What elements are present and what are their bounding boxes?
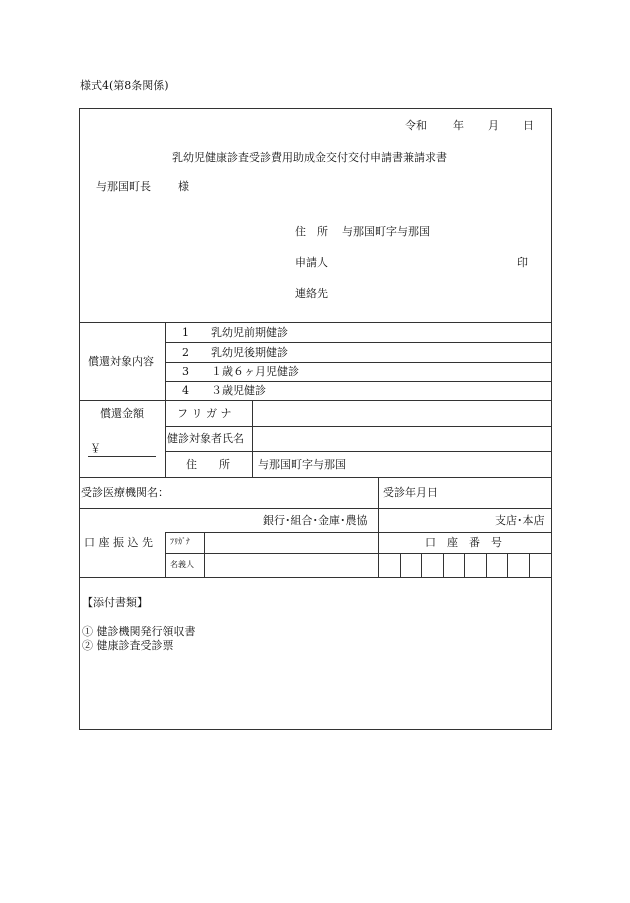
divider — [79, 577, 551, 578]
form-label: 様式4(第8条関係) — [80, 79, 169, 92]
divider — [165, 322, 166, 477]
amount-label: 償還金額 — [100, 407, 144, 420]
contact-label: 連絡先 — [295, 287, 328, 300]
reimbursement-item: １歳６ヶ月児健診 — [211, 365, 299, 378]
account-holder-label: 名義人 — [170, 560, 194, 569]
divider — [79, 400, 551, 401]
yen-underline — [88, 456, 156, 457]
divider — [79, 322, 551, 323]
account-furigana-label: ﾌﾘｶﾞﾅ — [170, 537, 190, 546]
applicant-address-label: 住 所 — [295, 225, 328, 238]
examinee-name-label: 健診対象者氏名 — [167, 432, 244, 445]
divider — [165, 362, 551, 363]
attachment-item: ① 健診機関発行領収書 — [82, 625, 196, 638]
page-title: 乳幼児健康診査受診費用助成金交付交付申請書兼請求書 — [172, 151, 447, 164]
reimbursement-item-num: 1 — [182, 326, 189, 339]
divider — [378, 477, 379, 577]
reimbursement-label: 償還対象内容 — [88, 355, 154, 368]
divider — [79, 477, 551, 478]
applicant-label: 申請人 — [295, 256, 328, 269]
date-era: 令和 — [405, 119, 427, 132]
addressee-name: 与那国町長 — [96, 180, 151, 193]
divider — [165, 532, 166, 577]
seal-mark: 印 — [517, 256, 528, 269]
applicant-address-value[interactable]: 与那国町字与那国 — [342, 225, 430, 238]
account-number-label: 口 座 番 号 — [425, 536, 502, 549]
attachment-item: ② 健康診査受診票 — [82, 639, 174, 652]
reimbursement-item-num: 4 — [182, 384, 189, 397]
yen-sign: ￥ — [90, 442, 101, 455]
divider — [165, 342, 551, 343]
divider — [165, 553, 551, 554]
attachments-heading: 【添付書類】 — [82, 596, 148, 609]
account-box-divider — [400, 553, 401, 577]
divider — [165, 381, 551, 382]
reimbursement-item: ３歳児健診 — [211, 384, 266, 397]
examinee-address-label: 住 所 — [186, 458, 230, 471]
divider — [204, 532, 205, 577]
divider — [165, 451, 551, 452]
divider — [252, 400, 253, 477]
account-box-divider — [443, 553, 444, 577]
divider — [79, 508, 551, 509]
account-label: 口 座 振 込 先 — [84, 536, 153, 549]
account-box-divider — [529, 553, 530, 577]
date-year: 年 — [453, 119, 464, 132]
bank-types: 銀行･組合･金庫･農協 — [263, 514, 368, 527]
reimbursement-item-num: 3 — [182, 365, 189, 378]
branch-label: 支店･本店 — [495, 514, 545, 527]
addressee-honorific: 様 — [178, 180, 189, 193]
account-box-divider — [507, 553, 508, 577]
clinic-label: 受診医療機関名： — [81, 486, 169, 499]
account-box-divider — [486, 553, 487, 577]
furigana-label: フ リ ガ ナ — [177, 407, 232, 420]
divider — [165, 532, 551, 533]
examinee-address-value[interactable]: 与那国町字与那国 — [258, 458, 346, 471]
reimbursement-item: 乳幼児後期健診 — [211, 346, 288, 359]
account-box-divider — [421, 553, 422, 577]
reimbursement-item: 乳幼児前期健診 — [211, 326, 288, 339]
date-month: 月 — [488, 119, 499, 132]
reimbursement-item-num: 2 — [182, 346, 189, 359]
account-box-divider — [464, 553, 465, 577]
date-day: 日 — [523, 119, 534, 132]
divider — [165, 426, 551, 427]
visit-date-label: 受診年月日 — [383, 486, 438, 499]
